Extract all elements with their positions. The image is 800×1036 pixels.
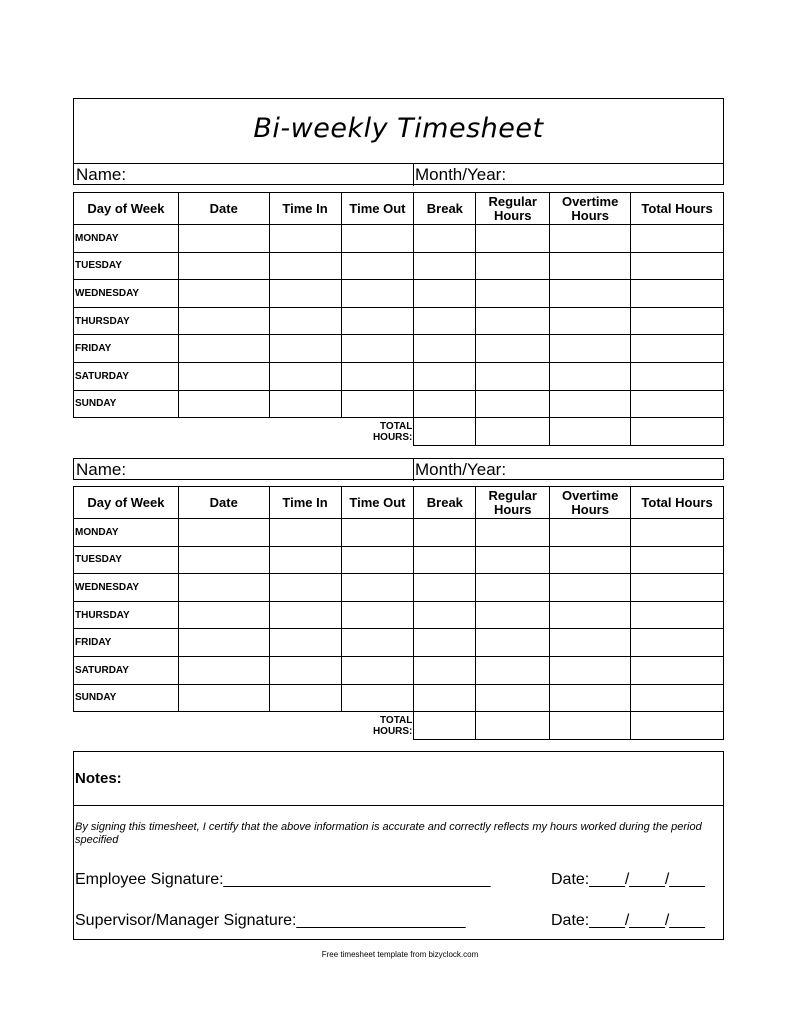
date-cell[interactable]	[178, 225, 269, 253]
day-label: MONDAY	[74, 225, 179, 253]
day-label: FRIDAY	[74, 335, 179, 363]
employee-signature-field[interactable]: Employee Signature:______________________________	[75, 871, 491, 888]
day-label: SATURDAY	[74, 656, 179, 684]
time-out-cell[interactable]	[341, 601, 414, 629]
overtime-hours-cell[interactable]	[550, 656, 631, 684]
regular-hours-cell[interactable]	[476, 656, 550, 684]
day-row	[74, 546, 724, 574]
time-in-cell[interactable]	[269, 629, 341, 657]
time-out-cell[interactable]	[341, 252, 414, 280]
time-in-cell[interactable]	[269, 225, 341, 253]
time-in-cell[interactable]	[269, 252, 341, 280]
week1-timesheet-table	[73, 192, 724, 446]
date-cell[interactable]	[178, 601, 269, 629]
week2-total-regular-cell[interactable]	[476, 712, 550, 740]
date-cell[interactable]	[178, 656, 269, 684]
overtime-hours-cell[interactable]	[550, 225, 631, 253]
day-label: THURSDAY	[74, 601, 179, 629]
total-hours-cell[interactable]	[631, 280, 724, 308]
overtime-hours-cell[interactable]	[550, 307, 631, 335]
break-cell[interactable]	[414, 362, 476, 390]
week1-total-hours-cell[interactable]	[631, 418, 724, 446]
overtime-hours-cell[interactable]	[550, 280, 631, 308]
time-out-cell[interactable]	[341, 225, 414, 253]
week2-total-overtime-cell[interactable]	[550, 712, 631, 740]
col-header-time-in: Time In	[269, 487, 341, 519]
spacer	[269, 418, 341, 446]
regular-hours-cell[interactable]	[476, 362, 550, 390]
day-label: MONDAY	[74, 519, 179, 547]
regular-hours-cell[interactable]	[476, 307, 550, 335]
week2-total-label: TOTAL HOURS:	[372, 714, 413, 737]
date-cell[interactable]	[178, 519, 269, 547]
week2-name-row	[73, 458, 724, 480]
day-row	[74, 335, 724, 363]
col-header-time-out: Time Out	[341, 487, 414, 519]
break-cell[interactable]	[414, 684, 476, 712]
overtime-hours-cell[interactable]	[550, 390, 631, 418]
time-in-cell[interactable]	[269, 307, 341, 335]
week1-total-break-cell[interactable]	[414, 418, 476, 446]
col-header-total-hours: Total Hours	[631, 487, 724, 519]
day-label: SUNDAY	[74, 684, 179, 712]
time-out-cell[interactable]	[341, 307, 414, 335]
spacer	[74, 418, 179, 446]
date-cell[interactable]	[178, 629, 269, 657]
break-cell[interactable]	[414, 335, 476, 363]
day-row	[74, 225, 724, 253]
overtime-hours-cell[interactable]	[550, 519, 631, 547]
time-out-cell[interactable]	[341, 280, 414, 308]
total-hours-cell[interactable]	[631, 546, 724, 574]
date-cell[interactable]	[178, 307, 269, 335]
col-header-overtime-hours: Overtime Hours	[550, 193, 631, 225]
spacer	[74, 712, 179, 740]
certification-text: By signing this timesheet, I certify that the above information is accurate and correctly reflects my hours worked during the period specified	[75, 821, 702, 846]
total-hours-cell[interactable]	[631, 629, 724, 657]
regular-hours-cell[interactable]	[476, 601, 550, 629]
overtime-hours-cell[interactable]	[550, 252, 631, 280]
week2-month-year-label: Month/Year:	[415, 460, 507, 479]
time-out-cell[interactable]	[341, 390, 414, 418]
week2-total-row	[74, 712, 724, 740]
total-hours-cell[interactable]	[631, 390, 724, 418]
break-cell[interactable]	[414, 601, 476, 629]
day-label: WEDNESDAY	[74, 280, 179, 308]
col-header-date: Date	[178, 193, 269, 225]
overtime-hours-cell[interactable]	[550, 546, 631, 574]
overtime-hours-cell[interactable]	[550, 335, 631, 363]
total-hours-cell[interactable]	[631, 252, 724, 280]
day-row	[74, 519, 724, 547]
regular-hours-cell[interactable]	[476, 629, 550, 657]
supervisor-signature-field[interactable]: Supervisor/Manager Signature:___________________	[75, 912, 466, 929]
employee-date-field[interactable]: Date:____/____/____	[551, 871, 705, 888]
week1-body	[74, 225, 724, 418]
break-cell[interactable]	[414, 390, 476, 418]
regular-hours-cell[interactable]	[476, 684, 550, 712]
break-cell[interactable]	[414, 629, 476, 657]
date-cell[interactable]	[178, 335, 269, 363]
time-in-cell[interactable]	[269, 656, 341, 684]
date-cell[interactable]	[178, 684, 269, 712]
total-hours-cell[interactable]	[631, 335, 724, 363]
date-cell[interactable]	[178, 362, 269, 390]
break-cell[interactable]	[414, 307, 476, 335]
col-header-total-hours: Total Hours	[631, 193, 724, 225]
date-cell[interactable]	[178, 574, 269, 602]
supervisor-date-field[interactable]: Date:____/____/____	[551, 912, 705, 929]
week2-timesheet-table	[73, 486, 724, 740]
regular-hours-cell[interactable]	[476, 546, 550, 574]
col-header-break: Break	[414, 487, 476, 519]
footer-text: Free timesheet template from bizyclock.com	[321, 950, 479, 959]
day-row	[74, 280, 724, 308]
day-row	[74, 574, 724, 602]
time-in-cell[interactable]	[269, 335, 341, 363]
week1-total-label: TOTAL HOURS:	[372, 420, 413, 443]
time-in-cell[interactable]	[269, 390, 341, 418]
regular-hours-cell[interactable]	[476, 390, 550, 418]
time-out-cell[interactable]	[341, 362, 414, 390]
col-header-time-out: Time Out	[341, 193, 414, 225]
page-title: Bi-weekly Timesheet	[253, 113, 544, 144]
col-header-regular-hours: Regular Hours	[476, 487, 550, 519]
overtime-hours-cell[interactable]	[550, 684, 631, 712]
regular-hours-cell[interactable]	[476, 519, 550, 547]
overtime-hours-cell[interactable]	[550, 574, 631, 602]
week2-total-break-cell[interactable]	[414, 712, 476, 740]
day-row	[74, 362, 724, 390]
col-header-day: Day of Week	[74, 193, 179, 225]
total-hours-cell[interactable]	[631, 656, 724, 684]
spacer	[178, 418, 269, 446]
overtime-hours-cell[interactable]	[550, 629, 631, 657]
week1-header-row	[74, 193, 724, 225]
time-out-cell[interactable]	[341, 656, 414, 684]
week1-total-row	[74, 418, 724, 446]
time-out-cell[interactable]	[341, 335, 414, 363]
time-in-cell[interactable]	[269, 362, 341, 390]
spacer	[269, 712, 341, 740]
time-in-cell[interactable]	[269, 601, 341, 629]
date-cell[interactable]	[178, 546, 269, 574]
week2-body	[74, 519, 724, 712]
week2-total-hours-cell[interactable]	[631, 712, 724, 740]
break-cell[interactable]	[414, 656, 476, 684]
week1-name-row	[73, 163, 724, 185]
col-header-regular-hours: Regular Hours	[476, 193, 550, 225]
week1-total-regular-cell[interactable]	[476, 418, 550, 446]
col-header-break: Break	[414, 193, 476, 225]
notes-label: Notes:	[75, 770, 122, 787]
week1-month-year-label: Month/Year:	[415, 165, 507, 184]
break-cell[interactable]	[414, 280, 476, 308]
day-label: TUESDAY	[74, 546, 179, 574]
spacer	[178, 712, 269, 740]
date-cell[interactable]	[178, 390, 269, 418]
date-cell[interactable]	[178, 252, 269, 280]
day-row	[74, 390, 724, 418]
break-cell[interactable]	[414, 252, 476, 280]
divider	[413, 164, 414, 186]
total-hours-cell[interactable]	[631, 519, 724, 547]
divider	[413, 459, 414, 481]
day-label: SATURDAY	[74, 362, 179, 390]
total-hours-cell[interactable]	[631, 307, 724, 335]
regular-hours-cell[interactable]	[476, 252, 550, 280]
col-header-overtime-hours: Overtime Hours	[550, 487, 631, 519]
break-cell[interactable]	[414, 519, 476, 547]
time-in-cell[interactable]	[269, 574, 341, 602]
total-hours-cell[interactable]	[631, 574, 724, 602]
col-header-day: Day of Week	[74, 487, 179, 519]
day-row	[74, 252, 724, 280]
time-in-cell[interactable]	[269, 684, 341, 712]
day-label: THURSDAY	[74, 307, 179, 335]
overtime-hours-cell[interactable]	[550, 362, 631, 390]
total-hours-cell[interactable]	[631, 225, 724, 253]
col-header-time-in: Time In	[269, 193, 341, 225]
regular-hours-cell[interactable]	[476, 335, 550, 363]
week2-header-row	[74, 487, 724, 519]
total-hours-cell[interactable]	[631, 362, 724, 390]
overtime-hours-cell[interactable]	[550, 601, 631, 629]
notes-divider	[73, 805, 724, 806]
week1-total-overtime-cell[interactable]	[550, 418, 631, 446]
day-label: TUESDAY	[74, 252, 179, 280]
time-out-cell[interactable]	[341, 546, 414, 574]
day-row	[74, 629, 724, 657]
regular-hours-cell[interactable]	[476, 225, 550, 253]
day-row	[74, 601, 724, 629]
week1-name-label: Name:	[76, 165, 127, 184]
time-out-cell[interactable]	[341, 574, 414, 602]
time-out-cell[interactable]	[341, 684, 414, 712]
regular-hours-cell[interactable]	[476, 574, 550, 602]
break-cell[interactable]	[414, 225, 476, 253]
time-in-cell[interactable]	[269, 546, 341, 574]
week2-name-label: Name:	[76, 460, 127, 479]
day-row	[74, 684, 724, 712]
date-cell[interactable]	[178, 280, 269, 308]
regular-hours-cell[interactable]	[476, 280, 550, 308]
time-in-cell[interactable]	[269, 519, 341, 547]
time-out-cell[interactable]	[341, 629, 414, 657]
break-cell[interactable]	[414, 546, 476, 574]
time-out-cell[interactable]	[341, 519, 414, 547]
day-label: FRIDAY	[74, 629, 179, 657]
total-hours-cell[interactable]	[631, 684, 724, 712]
day-label: SUNDAY	[74, 390, 179, 418]
day-row	[74, 307, 724, 335]
col-header-date: Date	[178, 487, 269, 519]
total-hours-cell[interactable]	[631, 601, 724, 629]
time-in-cell[interactable]	[269, 280, 341, 308]
day-label: WEDNESDAY	[74, 574, 179, 602]
break-cell[interactable]	[414, 574, 476, 602]
day-row	[74, 656, 724, 684]
